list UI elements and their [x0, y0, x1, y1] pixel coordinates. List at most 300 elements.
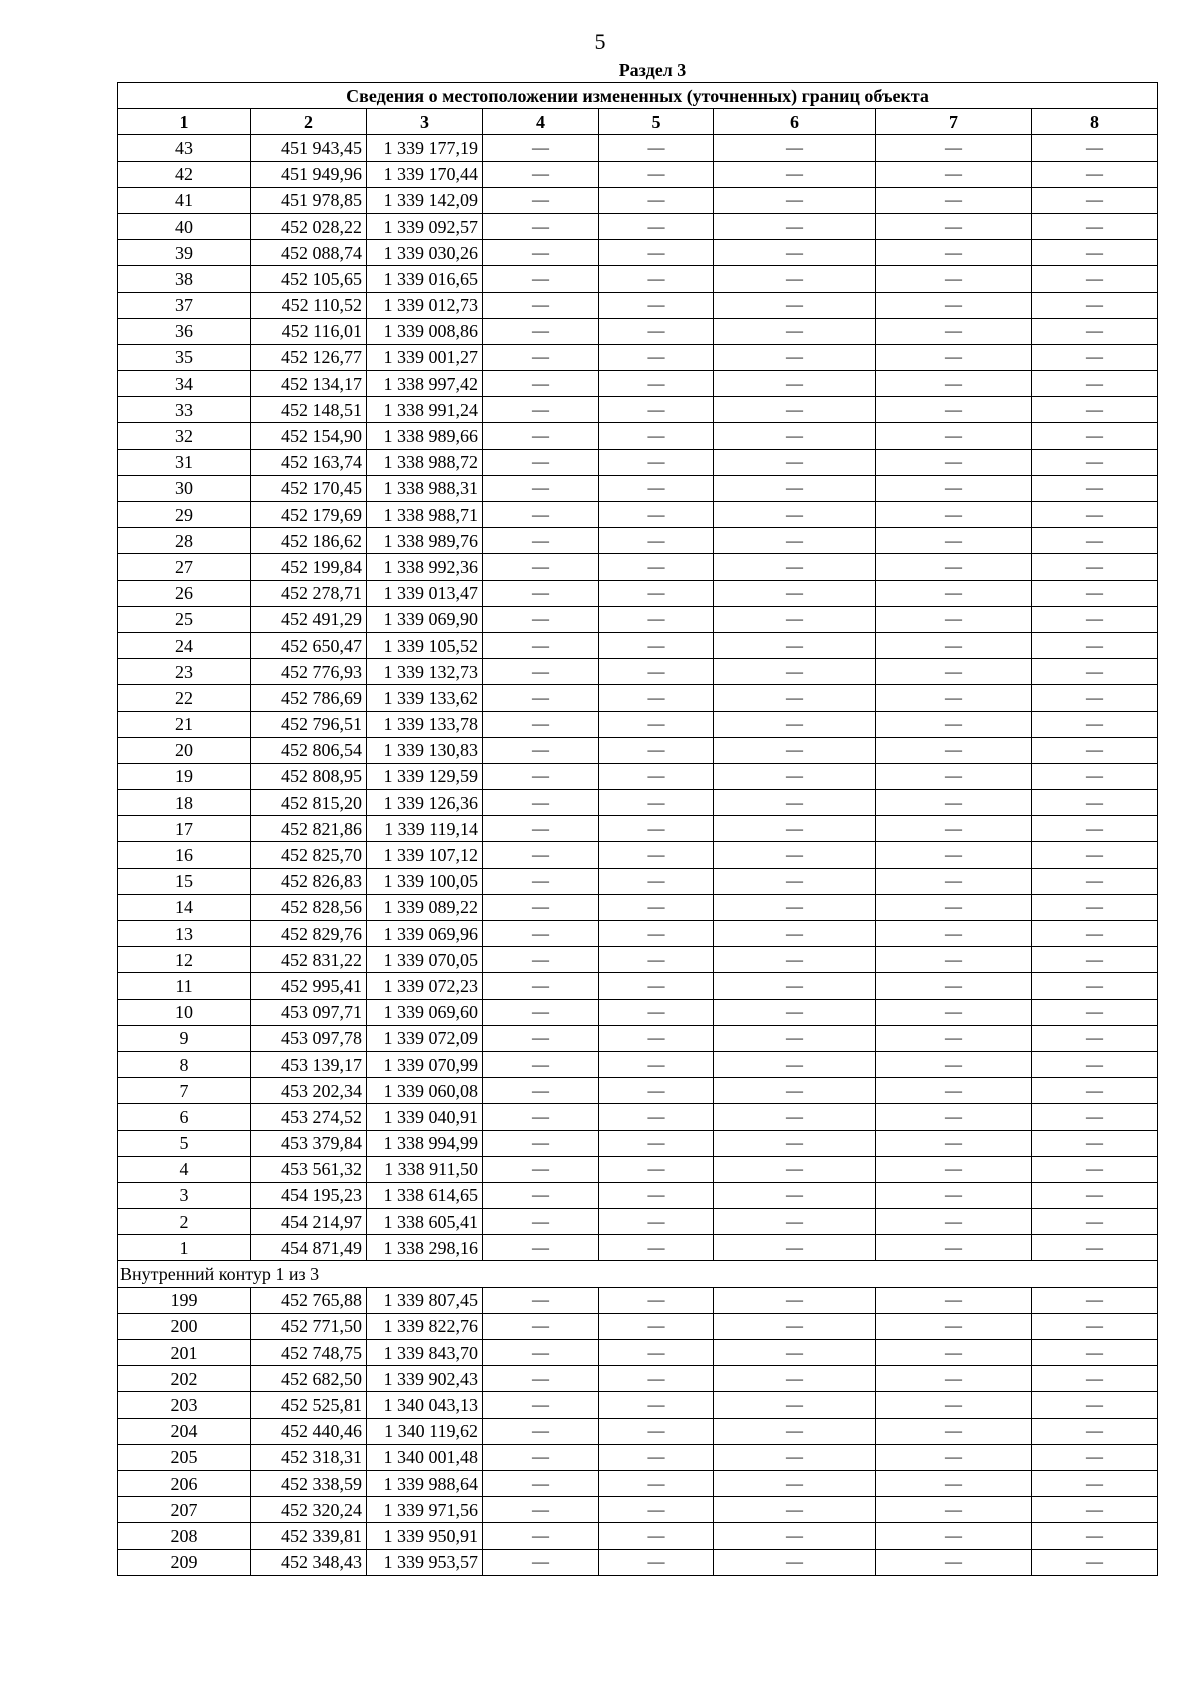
dash-cell: — [599, 187, 714, 213]
table-row [118, 1366, 1158, 1392]
dash-cell: — [876, 1182, 1032, 1208]
dash-cell: — [876, 502, 1032, 528]
y-coordinate-cell: 1 339 170,44 [367, 161, 483, 187]
table-row [118, 1025, 1158, 1051]
point-number-cell: 206 [118, 1470, 251, 1496]
y-coordinate-cell: 1 339 030,26 [367, 240, 483, 266]
point-number-cell: 34 [118, 371, 251, 397]
dash-cell: — [1032, 1182, 1158, 1208]
dash-cell: — [483, 397, 599, 423]
dash-cell: — [714, 344, 876, 370]
point-number-cell: 2 [118, 1209, 251, 1235]
dash-cell: — [876, 894, 1032, 920]
x-coordinate-cell: 452 831,22 [251, 947, 367, 973]
x-coordinate-cell: 452 116,01 [251, 318, 367, 344]
y-coordinate-cell: 1 339 132,73 [367, 659, 483, 685]
dash-cell: — [599, 1549, 714, 1575]
table-row [118, 318, 1158, 344]
dash-cell: — [714, 554, 876, 580]
y-coordinate-cell: 1 338 991,24 [367, 397, 483, 423]
dash-cell: — [714, 1418, 876, 1444]
point-number-cell: 199 [118, 1287, 251, 1313]
x-coordinate-cell: 452 105,65 [251, 266, 367, 292]
y-coordinate-cell: 1 339 822,76 [367, 1313, 483, 1339]
y-coordinate-cell: 1 339 013,47 [367, 580, 483, 606]
y-coordinate-cell: 1 340 001,48 [367, 1444, 483, 1470]
y-coordinate-cell: 1 338 997,42 [367, 371, 483, 397]
dash-cell: — [1032, 371, 1158, 397]
dash-cell: — [1032, 213, 1158, 239]
dash-cell: — [599, 397, 714, 423]
dash-cell: — [876, 868, 1032, 894]
dash-cell: — [599, 999, 714, 1025]
dash-cell: — [1032, 266, 1158, 292]
dash-cell: — [714, 973, 876, 999]
point-number-cell: 3 [118, 1182, 251, 1208]
dash-cell: — [483, 213, 599, 239]
dash-cell: — [876, 632, 1032, 658]
dash-cell: — [1032, 344, 1158, 370]
dash-cell: — [483, 842, 599, 868]
x-coordinate-cell: 452 348,43 [251, 1549, 367, 1575]
dash-cell: — [483, 1287, 599, 1313]
dash-cell: — [599, 423, 714, 449]
y-coordinate-cell: 1 339 142,09 [367, 187, 483, 213]
dash-cell: — [714, 1497, 876, 1523]
x-coordinate-cell: 452 796,51 [251, 711, 367, 737]
dash-cell: — [714, 161, 876, 187]
x-coordinate-cell: 452 806,54 [251, 737, 367, 763]
table-row [118, 397, 1158, 423]
table-row [118, 344, 1158, 370]
table-row [118, 894, 1158, 920]
dash-cell: — [876, 711, 1032, 737]
table-row [118, 921, 1158, 947]
dash-cell: — [1032, 763, 1158, 789]
y-coordinate-cell: 1 338 911,50 [367, 1156, 483, 1182]
y-coordinate-cell: 1 339 130,83 [367, 737, 483, 763]
y-coordinate-cell: 1 339 807,45 [367, 1287, 483, 1313]
x-coordinate-cell: 452 821,86 [251, 816, 367, 842]
y-coordinate-cell: 1 338 989,66 [367, 423, 483, 449]
table-row [118, 947, 1158, 973]
dash-cell: — [876, 606, 1032, 632]
point-number-cell: 13 [118, 921, 251, 947]
point-number-cell: 33 [118, 397, 251, 423]
table-row [118, 266, 1158, 292]
dash-cell: — [483, 318, 599, 344]
dash-cell: — [1032, 1051, 1158, 1077]
point-number-cell: 29 [118, 502, 251, 528]
point-number-cell: 24 [118, 632, 251, 658]
dash-cell: — [714, 894, 876, 920]
dash-cell: — [1032, 606, 1158, 632]
point-number-cell: 15 [118, 868, 251, 894]
dash-cell: — [876, 1130, 1032, 1156]
dash-cell: — [714, 266, 876, 292]
dash-cell: — [714, 397, 876, 423]
dash-cell: — [1032, 711, 1158, 737]
dash-cell: — [1032, 1156, 1158, 1182]
point-number-cell: 19 [118, 763, 251, 789]
dash-cell: — [483, 790, 599, 816]
table-row [118, 1470, 1158, 1496]
dash-cell: — [876, 344, 1032, 370]
dash-cell: — [714, 790, 876, 816]
dash-cell: — [714, 1287, 876, 1313]
dash-cell: — [1032, 1340, 1158, 1366]
dash-cell: — [714, 1444, 876, 1470]
dash-cell: — [1032, 397, 1158, 423]
dash-cell: — [714, 1235, 876, 1261]
dash-cell: — [599, 868, 714, 894]
x-coordinate-cell: 452 829,76 [251, 921, 367, 947]
dash-cell: — [599, 1366, 714, 1392]
x-coordinate-cell: 452 163,74 [251, 449, 367, 475]
y-coordinate-cell: 1 339 129,59 [367, 763, 483, 789]
dash-cell: — [483, 554, 599, 580]
dash-cell: — [1032, 528, 1158, 554]
dash-cell: — [876, 763, 1032, 789]
dash-cell: — [714, 502, 876, 528]
point-number-cell: 40 [118, 213, 251, 239]
x-coordinate-cell: 452 825,70 [251, 842, 367, 868]
table-row [118, 1497, 1158, 1523]
y-coordinate-cell: 1 338 614,65 [367, 1182, 483, 1208]
y-coordinate-cell: 1 339 072,23 [367, 973, 483, 999]
table-row [118, 423, 1158, 449]
dash-cell: — [599, 1209, 714, 1235]
point-number-cell: 8 [118, 1051, 251, 1077]
point-number-cell: 32 [118, 423, 251, 449]
x-coordinate-cell: 452 440,46 [251, 1418, 367, 1444]
table-row [118, 1235, 1158, 1261]
dash-cell: — [483, 763, 599, 789]
dash-cell: — [483, 1549, 599, 1575]
caption-row [118, 83, 1158, 109]
dash-cell: — [483, 1209, 599, 1235]
dash-cell: — [876, 1287, 1032, 1313]
dash-cell: — [483, 894, 599, 920]
dash-cell: — [483, 632, 599, 658]
dash-cell: — [1032, 1470, 1158, 1496]
y-coordinate-cell: 1 338 994,99 [367, 1130, 483, 1156]
dash-cell: — [714, 1392, 876, 1418]
dash-cell: — [876, 292, 1032, 318]
table-row [118, 1209, 1158, 1235]
x-coordinate-cell: 453 139,17 [251, 1051, 367, 1077]
y-coordinate-cell: 1 338 988,71 [367, 502, 483, 528]
point-number-cell: 205 [118, 1444, 251, 1470]
x-coordinate-cell: 452 808,95 [251, 763, 367, 789]
dash-cell: — [483, 292, 599, 318]
dash-cell: — [599, 240, 714, 266]
table-row [118, 449, 1158, 475]
column-header: 1 [118, 109, 251, 135]
table-row [118, 1340, 1158, 1366]
x-coordinate-cell: 452 088,74 [251, 240, 367, 266]
dash-cell: — [483, 1051, 599, 1077]
dash-cell: — [483, 1025, 599, 1051]
table-row [118, 580, 1158, 606]
point-number-cell: 26 [118, 580, 251, 606]
dash-cell: — [876, 1313, 1032, 1339]
table-row [118, 868, 1158, 894]
dash-cell: — [1032, 318, 1158, 344]
y-coordinate-cell: 1 339 016,65 [367, 266, 483, 292]
dash-cell: — [876, 1549, 1032, 1575]
page-number: 5 [594, 29, 606, 54]
y-coordinate-cell: 1 338 988,31 [367, 475, 483, 501]
dash-cell: — [1032, 1078, 1158, 1104]
table-row [118, 842, 1158, 868]
dash-cell: — [714, 135, 876, 161]
dash-cell: — [876, 947, 1032, 973]
point-number-cell: 23 [118, 659, 251, 685]
table-row [118, 999, 1158, 1025]
x-coordinate-cell: 452 786,69 [251, 685, 367, 711]
y-coordinate-cell: 1 339 001,27 [367, 344, 483, 370]
dash-cell: — [714, 449, 876, 475]
table-row [118, 763, 1158, 789]
y-coordinate-cell: 1 339 119,14 [367, 816, 483, 842]
y-coordinate-cell: 1 339 843,70 [367, 1340, 483, 1366]
dash-cell: — [876, 266, 1032, 292]
dash-cell: — [714, 711, 876, 737]
dash-cell: — [1032, 161, 1158, 187]
dash-cell: — [714, 292, 876, 318]
y-coordinate-cell: 1 339 069,96 [367, 921, 483, 947]
dash-cell: — [876, 1235, 1032, 1261]
dash-cell: — [599, 475, 714, 501]
point-number-cell: 200 [118, 1313, 251, 1339]
dash-cell: — [599, 1497, 714, 1523]
x-coordinate-cell: 451 943,45 [251, 135, 367, 161]
y-coordinate-cell: 1 339 902,43 [367, 1366, 483, 1392]
dash-cell: — [1032, 187, 1158, 213]
dash-cell: — [714, 1523, 876, 1549]
dash-cell: — [599, 816, 714, 842]
x-coordinate-cell: 453 379,84 [251, 1130, 367, 1156]
dash-cell: — [876, 1497, 1032, 1523]
dash-cell: — [483, 868, 599, 894]
y-coordinate-cell: 1 339 092,57 [367, 213, 483, 239]
dash-cell: — [483, 921, 599, 947]
column-header: 3 [367, 109, 483, 135]
dash-cell: — [599, 632, 714, 658]
point-number-cell: 4 [118, 1156, 251, 1182]
x-coordinate-cell: 452 828,56 [251, 894, 367, 920]
dash-cell: — [714, 1156, 876, 1182]
point-number-cell: 36 [118, 318, 251, 344]
point-number-cell: 17 [118, 816, 251, 842]
x-coordinate-cell: 452 134,17 [251, 371, 367, 397]
dash-cell: — [876, 161, 1032, 187]
x-coordinate-cell: 452 771,50 [251, 1313, 367, 1339]
dash-cell: — [1032, 449, 1158, 475]
x-coordinate-cell: 453 202,34 [251, 1078, 367, 1104]
dash-cell: — [599, 1340, 714, 1366]
dash-cell: — [1032, 790, 1158, 816]
dash-cell: — [876, 1523, 1032, 1549]
x-coordinate-cell: 452 278,71 [251, 580, 367, 606]
point-number-cell: 31 [118, 449, 251, 475]
dash-cell: — [714, 1025, 876, 1051]
point-number-cell: 30 [118, 475, 251, 501]
dash-cell: — [483, 528, 599, 554]
dash-cell: — [599, 790, 714, 816]
dash-cell: — [876, 213, 1032, 239]
dash-cell: — [599, 135, 714, 161]
dash-cell: — [1032, 947, 1158, 973]
dash-cell: — [483, 685, 599, 711]
dash-cell: — [876, 187, 1032, 213]
dash-cell: — [1032, 973, 1158, 999]
x-coordinate-cell: 452 199,84 [251, 554, 367, 580]
y-coordinate-cell: 1 340 119,62 [367, 1418, 483, 1444]
dash-cell: — [599, 606, 714, 632]
dash-cell: — [599, 1470, 714, 1496]
dash-cell: — [876, 1051, 1032, 1077]
dash-cell: — [876, 449, 1032, 475]
x-coordinate-cell: 452 154,90 [251, 423, 367, 449]
table-row [118, 711, 1158, 737]
table-row [118, 1051, 1158, 1077]
dash-cell: — [714, 1366, 876, 1392]
table-row [118, 554, 1158, 580]
column-header: 2 [251, 109, 367, 135]
dash-cell: — [599, 1313, 714, 1339]
point-number-cell: 28 [118, 528, 251, 554]
x-coordinate-cell: 452 126,77 [251, 344, 367, 370]
point-number-cell: 35 [118, 344, 251, 370]
dash-cell: — [714, 318, 876, 344]
y-coordinate-cell: 1 339 069,60 [367, 999, 483, 1025]
point-number-cell: 207 [118, 1497, 251, 1523]
dash-cell: — [599, 371, 714, 397]
x-coordinate-cell: 452 765,88 [251, 1287, 367, 1313]
x-coordinate-cell: 451 978,85 [251, 187, 367, 213]
table-row [118, 816, 1158, 842]
dash-cell: — [714, 763, 876, 789]
y-coordinate-cell: 1 340 043,13 [367, 1392, 483, 1418]
dash-cell: — [483, 1130, 599, 1156]
point-number-cell: 20 [118, 737, 251, 763]
dash-cell: — [714, 1549, 876, 1575]
dash-cell: — [714, 187, 876, 213]
point-number-cell: 21 [118, 711, 251, 737]
y-coordinate-cell: 1 339 133,62 [367, 685, 483, 711]
table-row [118, 1130, 1158, 1156]
dash-cell: — [483, 1497, 599, 1523]
dash-cell: — [1032, 423, 1158, 449]
dash-cell: — [714, 213, 876, 239]
dash-cell: — [876, 423, 1032, 449]
dash-cell: — [1032, 1497, 1158, 1523]
x-coordinate-cell: 452 028,22 [251, 213, 367, 239]
point-number-cell: 1 [118, 1235, 251, 1261]
dash-cell: — [599, 344, 714, 370]
point-number-cell: 12 [118, 947, 251, 973]
x-coordinate-cell: 453 097,71 [251, 999, 367, 1025]
table-row [118, 292, 1158, 318]
dash-cell: — [1032, 1444, 1158, 1470]
dash-cell: — [483, 344, 599, 370]
dash-cell: — [1032, 1287, 1158, 1313]
point-number-cell: 16 [118, 842, 251, 868]
dash-cell: — [599, 894, 714, 920]
dash-cell: — [483, 161, 599, 187]
dash-cell: — [1032, 475, 1158, 501]
x-coordinate-cell: 452 826,83 [251, 868, 367, 894]
point-number-cell: 14 [118, 894, 251, 920]
dash-cell: — [714, 868, 876, 894]
dash-cell: — [714, 921, 876, 947]
y-coordinate-cell: 1 338 988,72 [367, 449, 483, 475]
dash-cell: — [714, 1313, 876, 1339]
inner-contour-label: Внутренний контур 1 из 3 [118, 1261, 1158, 1287]
dash-cell: — [599, 1523, 714, 1549]
dash-cell: — [599, 1182, 714, 1208]
point-number-cell: 10 [118, 999, 251, 1025]
dash-cell: — [483, 240, 599, 266]
dash-cell: — [599, 1078, 714, 1104]
dash-cell: — [714, 528, 876, 554]
x-coordinate-cell: 452 995,41 [251, 973, 367, 999]
dash-cell: — [599, 292, 714, 318]
dash-cell: — [483, 1470, 599, 1496]
dash-cell: — [1032, 659, 1158, 685]
dash-cell: — [876, 240, 1032, 266]
dash-cell: — [876, 1078, 1032, 1104]
coordinates-table [117, 82, 1158, 1576]
point-number-cell: 27 [118, 554, 251, 580]
x-coordinate-cell: 452 148,51 [251, 397, 367, 423]
y-coordinate-cell: 1 339 069,90 [367, 606, 483, 632]
dash-cell: — [1032, 1418, 1158, 1444]
y-coordinate-cell: 1 339 070,99 [367, 1051, 483, 1077]
dash-cell: — [876, 1470, 1032, 1496]
x-coordinate-cell: 452 110,52 [251, 292, 367, 318]
dash-cell: — [483, 737, 599, 763]
point-number-cell: 22 [118, 685, 251, 711]
y-coordinate-cell: 1 339 953,57 [367, 1549, 483, 1575]
point-number-cell: 39 [118, 240, 251, 266]
dash-cell: — [483, 1392, 599, 1418]
x-coordinate-cell: 452 338,59 [251, 1470, 367, 1496]
x-coordinate-cell: 451 949,96 [251, 161, 367, 187]
dash-cell: — [876, 842, 1032, 868]
dash-cell: — [483, 1523, 599, 1549]
dash-cell: — [483, 187, 599, 213]
dash-cell: — [483, 1235, 599, 1261]
table-row [118, 135, 1158, 161]
x-coordinate-cell: 453 274,52 [251, 1104, 367, 1130]
table-row [118, 790, 1158, 816]
dash-cell: — [483, 266, 599, 292]
x-coordinate-cell: 452 318,31 [251, 1444, 367, 1470]
y-coordinate-cell: 1 338 989,76 [367, 528, 483, 554]
x-coordinate-cell: 452 186,62 [251, 528, 367, 554]
dash-cell: — [714, 842, 876, 868]
dash-cell: — [876, 1366, 1032, 1392]
table-row [118, 737, 1158, 763]
dash-cell: — [1032, 894, 1158, 920]
point-number-cell: 204 [118, 1418, 251, 1444]
dash-cell: — [714, 1051, 876, 1077]
y-coordinate-cell: 1 339 072,09 [367, 1025, 483, 1051]
point-number-cell: 9 [118, 1025, 251, 1051]
